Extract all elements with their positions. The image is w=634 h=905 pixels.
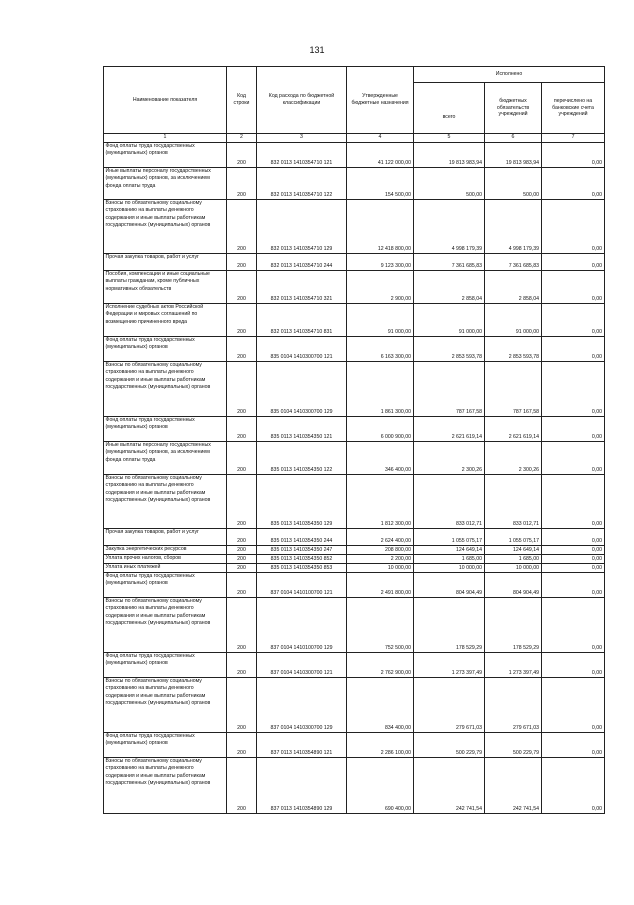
table-row (104, 337, 605, 362)
header-total: всего (414, 83, 485, 134)
approved-amount-cell: 1 812 300,00 (347, 475, 414, 529)
budget-code-cell: 832 0113 1410354710 831 (257, 304, 347, 337)
row-code-cell: 200 (227, 758, 257, 814)
bank-transfers-cell: 0,00 (542, 733, 605, 758)
bank-transfers-cell: 0,00 (542, 758, 605, 814)
row-name-cell: Взносы по обязательному социальному страхованию на выплаты денежного содержания и иные выплаты работникам государственных (муниципальных) органов (104, 475, 227, 529)
approved-amount-cell: 41 122 000,00 (347, 143, 414, 168)
executed-total-cell: 4 998 179,39 (414, 200, 485, 254)
row-code-cell: 200 (227, 143, 257, 168)
bank-transfers-cell: 0,00 (542, 678, 605, 733)
budget-code-cell: 835 0104 1410300700 121 (257, 337, 347, 362)
row-name-cell: Иные выплаты персоналу государственных (муниципальных) органов, за исключением фонда оплаты труда (104, 442, 227, 475)
row-code-cell: 200 (227, 254, 257, 271)
budget-obligations-cell: 4 998 179,39 (485, 200, 542, 254)
row-code-cell: 200 (227, 529, 257, 546)
approved-amount-cell: 2 491 800,00 (347, 573, 414, 598)
row-code-cell: 200 (227, 573, 257, 598)
row-name-cell: Иные выплаты персоналу государственных (муниципальных) органов, за исключением фонда оплаты труда (104, 168, 227, 200)
table-row (104, 417, 605, 442)
approved-amount-cell: 6 163 300,00 (347, 337, 414, 362)
budget-code-cell: 835 0113 1410354350 244 (257, 529, 347, 546)
bank-transfers-cell: 0,00 (542, 564, 605, 573)
budget-obligations-cell: 279 671,03 (485, 678, 542, 733)
table-row (104, 304, 605, 337)
budget-obligations-cell: 2 300,26 (485, 442, 542, 475)
executed-total-cell: 2 621 619,14 (414, 417, 485, 442)
budget-code-cell: 835 0113 1410354350 121 (257, 417, 347, 442)
budget-obligations-cell: 500,00 (485, 168, 542, 200)
table-row (104, 546, 605, 555)
approved-amount-cell: 834 400,00 (347, 678, 414, 733)
bank-transfers-cell: 0,00 (542, 573, 605, 598)
budget-code-cell: 837 0104 1410300700 129 (257, 678, 347, 733)
executed-total-cell: 7 361 685,83 (414, 254, 485, 271)
bank-transfers-cell: 0,00 (542, 417, 605, 442)
row-name-cell: Фонд оплаты труда государственных (муниципальных) органов (104, 733, 227, 758)
row-name-cell: Взносы по обязательному социальному страхованию на выплаты денежного содержания и иные выплаты работникам государственных (муниципальных) органов (104, 678, 227, 733)
table-row (104, 475, 605, 529)
table-row (104, 168, 605, 200)
executed-total-cell: 1 273 397,49 (414, 653, 485, 678)
bank-transfers-cell: 0,00 (542, 143, 605, 168)
row-code-cell: 200 (227, 678, 257, 733)
row-name-cell: Взносы по обязательному социальному страхованию на выплаты денежного содержания и иные выплаты работникам государственных (муниципальных) органов (104, 598, 227, 653)
column-number: 7 (542, 134, 605, 143)
bank-transfers-cell: 0,00 (542, 529, 605, 546)
bank-transfers-cell: 0,00 (542, 200, 605, 254)
approved-amount-cell: 12 418 800,00 (347, 200, 414, 254)
approved-amount-cell: 10 000,00 (347, 564, 414, 573)
row-code-cell: 200 (227, 546, 257, 555)
bank-transfers-cell: 0,00 (542, 598, 605, 653)
bank-transfers-cell: 0,00 (542, 271, 605, 304)
budget-obligations-cell: 2 858,04 (485, 271, 542, 304)
approved-amount-cell: 91 000,00 (347, 304, 414, 337)
row-name-cell: Взносы по обязательному социальному страхованию на выплаты денежного содержания и иные выплаты работникам государственных (муниципальных) органов (104, 362, 227, 417)
row-code-cell: 200 (227, 417, 257, 442)
executed-total-cell: 10 000,00 (414, 564, 485, 573)
budget-code-cell: 837 0113 1410354890 121 (257, 733, 347, 758)
budget-obligations-cell: 124 649,14 (485, 546, 542, 555)
bank-transfers-cell: 0,00 (542, 254, 605, 271)
row-code-cell: 200 (227, 564, 257, 573)
budget-obligations-cell: 7 361 685,83 (485, 254, 542, 271)
executed-total-cell: 787 167,58 (414, 362, 485, 417)
budget-obligations-cell: 833 012,71 (485, 475, 542, 529)
approved-amount-cell: 154 500,00 (347, 168, 414, 200)
executed-total-cell: 91 000,00 (414, 304, 485, 337)
row-code-cell: 200 (227, 555, 257, 564)
bank-transfers-cell: 0,00 (542, 168, 605, 200)
row-name-cell: Уплата прочих налогов, сборов (104, 555, 227, 564)
executed-total-cell: 242 741,54 (414, 758, 485, 814)
page-number: 131 (309, 45, 325, 55)
row-name-cell: Фонд оплаты труда государственных (муниципальных) органов (104, 573, 227, 598)
header-bank-transfers: перечислено на банковские счета учреждений (542, 83, 605, 134)
approved-amount-cell: 752 500,00 (347, 598, 414, 653)
budget-obligations-cell: 10 000,00 (485, 564, 542, 573)
budget-obligations-cell: 787 167,58 (485, 362, 542, 417)
budget-code-cell: 837 0104 1410300700 121 (257, 653, 347, 678)
table-row (104, 758, 605, 814)
budget-code-cell: 835 0113 1410354350 247 (257, 546, 347, 555)
approved-amount-cell: 6 000 900,00 (347, 417, 414, 442)
row-name-cell: Исполнение судебных актов Российской Федерации и мировых соглашений по возмещению причиненного вреда (104, 304, 227, 337)
row-name-cell: Пособия, компенсации и иные социальные выплаты гражданам, кроме публичных нормативных обязательств (104, 271, 227, 304)
executed-total-cell: 2 300,26 (414, 442, 485, 475)
bank-transfers-cell: 0,00 (542, 337, 605, 362)
approved-amount-cell: 690 400,00 (347, 758, 414, 814)
budget-obligations-cell: 1 055 075,17 (485, 529, 542, 546)
header-executed: Исполнено (414, 67, 605, 83)
table-body (104, 143, 605, 814)
budget-code-cell: 832 0113 1410354710 121 (257, 143, 347, 168)
budget-code-cell: 835 0113 1410354350 122 (257, 442, 347, 475)
table-row (104, 362, 605, 417)
approved-amount-cell: 9 123 300,00 (347, 254, 414, 271)
table-row (104, 555, 605, 564)
budget-code-cell: 835 0104 1410300700 129 (257, 362, 347, 417)
executed-total-cell: 500 229,79 (414, 733, 485, 758)
bank-transfers-cell: 0,00 (542, 475, 605, 529)
column-number: 2 (227, 134, 257, 143)
row-name-cell: Взносы по обязательному социальному страхованию на выплаты денежного содержания и иные выплаты работникам государственных (муниципальных) органов (104, 200, 227, 254)
budget-obligations-cell: 242 741,54 (485, 758, 542, 814)
budget-obligations-cell: 91 000,00 (485, 304, 542, 337)
row-code-cell: 200 (227, 653, 257, 678)
column-number: 5 (414, 134, 485, 143)
table-row (104, 200, 605, 254)
row-code-cell: 200 (227, 168, 257, 200)
bank-transfers-cell: 0,00 (542, 653, 605, 678)
row-code-cell: 200 (227, 337, 257, 362)
header-row-code: Код строки (227, 67, 257, 134)
executed-total-cell: 804 904,49 (414, 573, 485, 598)
budget-code-cell: 835 0113 1410354350 853 (257, 564, 347, 573)
executed-total-cell: 833 012,71 (414, 475, 485, 529)
row-name-cell: Уплата иных платежей (104, 564, 227, 573)
row-code-cell: 200 (227, 271, 257, 304)
executed-total-cell: 178 529,29 (414, 598, 485, 653)
budget-obligations-cell: 2 853 593,78 (485, 337, 542, 362)
row-name-cell: Прочая закупка товаров, работ и услуг (104, 254, 227, 271)
row-code-cell: 200 (227, 475, 257, 529)
column-number: 1 (104, 134, 227, 143)
table-row (104, 733, 605, 758)
executed-total-cell: 2 853 593,78 (414, 337, 485, 362)
approved-amount-cell: 2 624 400,00 (347, 529, 414, 546)
table-row (104, 271, 605, 304)
budget-obligations-cell: 19 813 983,94 (485, 143, 542, 168)
executed-total-cell: 2 858,04 (414, 271, 485, 304)
approved-amount-cell: 2 900,00 (347, 271, 414, 304)
header-approved: Утвержденные бюджетные назначения (347, 67, 414, 134)
table-row (104, 442, 605, 475)
budget-obligations-cell: 804 904,49 (485, 573, 542, 598)
row-code-cell: 200 (227, 442, 257, 475)
table-row (104, 598, 605, 653)
executed-total-cell: 1 685,00 (414, 555, 485, 564)
budget-obligations-cell: 2 621 619,14 (485, 417, 542, 442)
column-numbers-row (104, 134, 605, 143)
executed-total-cell: 500,00 (414, 168, 485, 200)
header-budget-code: Код расхода по бюджетной классификации (257, 67, 347, 134)
budget-obligations-cell: 1 685,00 (485, 555, 542, 564)
budget-code-cell: 835 0113 1410354350 129 (257, 475, 347, 529)
row-name-cell: Фонд оплаты труда государственных (муниципальных) органов (104, 143, 227, 168)
table-row (104, 678, 605, 733)
table-row (104, 143, 605, 168)
row-name-cell: Фонд оплаты труда государственных (муниципальных) органов (104, 337, 227, 362)
budget-code-cell: 832 0113 1410354710 129 (257, 200, 347, 254)
executed-total-cell: 124 649,14 (414, 546, 485, 555)
table-row (104, 254, 605, 271)
budget-obligations-cell: 1 273 397,49 (485, 653, 542, 678)
budget-code-cell: 837 0113 1410354890 129 (257, 758, 347, 814)
budget-code-cell: 832 0113 1410354710 244 (257, 254, 347, 271)
bank-transfers-cell: 0,00 (542, 546, 605, 555)
budget-code-cell: 835 0113 1410354350 852 (257, 555, 347, 564)
executed-total-cell: 19 813 983,94 (414, 143, 485, 168)
budget-obligations-cell: 178 529,29 (485, 598, 542, 653)
budget-execution-table (103, 66, 605, 814)
approved-amount-cell: 208 800,00 (347, 546, 414, 555)
table-row (104, 564, 605, 573)
budget-code-cell: 832 0113 1410354710 122 (257, 168, 347, 200)
row-code-cell: 200 (227, 200, 257, 254)
bank-transfers-cell: 0,00 (542, 362, 605, 417)
table-row (104, 653, 605, 678)
row-name-cell: Прочая закупка товаров, работ и услуг (104, 529, 227, 546)
bank-transfers-cell: 0,00 (542, 304, 605, 337)
budget-obligations-cell: 500 229,79 (485, 733, 542, 758)
row-code-cell: 200 (227, 598, 257, 653)
budget-code-cell: 837 0104 1410100700 121 (257, 573, 347, 598)
bank-transfers-cell: 0,00 (542, 442, 605, 475)
row-name-cell: Фонд оплаты труда государственных (муниципальных) органов (104, 653, 227, 678)
executed-total-cell: 279 671,03 (414, 678, 485, 733)
table-row (104, 573, 605, 598)
approved-amount-cell: 346 400,00 (347, 442, 414, 475)
executed-total-cell: 1 055 075,17 (414, 529, 485, 546)
column-number: 4 (347, 134, 414, 143)
row-name-cell: Взносы по обязательному социальному страхованию на выплаты денежного содержания и иные выплаты работникам государственных (муниципальных) органов (104, 758, 227, 814)
bank-transfers-cell: 0,00 (542, 555, 605, 564)
header-name: Наименование показателя (104, 67, 227, 134)
row-code-cell: 200 (227, 304, 257, 337)
row-name-cell: Закупка энергетических ресурсов (104, 546, 227, 555)
row-name-cell: Фонд оплаты труда государственных (муниципальных) органов (104, 417, 227, 442)
approved-amount-cell: 2 286 100,00 (347, 733, 414, 758)
row-code-cell: 200 (227, 733, 257, 758)
approved-amount-cell: 2 762 900,00 (347, 653, 414, 678)
budget-code-cell: 837 0104 1410100700 129 (257, 598, 347, 653)
column-number: 6 (485, 134, 542, 143)
approved-amount-cell: 2 200,00 (347, 555, 414, 564)
table-row (104, 529, 605, 546)
approved-amount-cell: 1 861 300,00 (347, 362, 414, 417)
row-code-cell: 200 (227, 362, 257, 417)
budget-code-cell: 832 0113 1410354710 321 (257, 271, 347, 304)
header-budget-obligations: бюджетных обязательств учреждений (485, 83, 542, 134)
column-number: 3 (257, 134, 347, 143)
